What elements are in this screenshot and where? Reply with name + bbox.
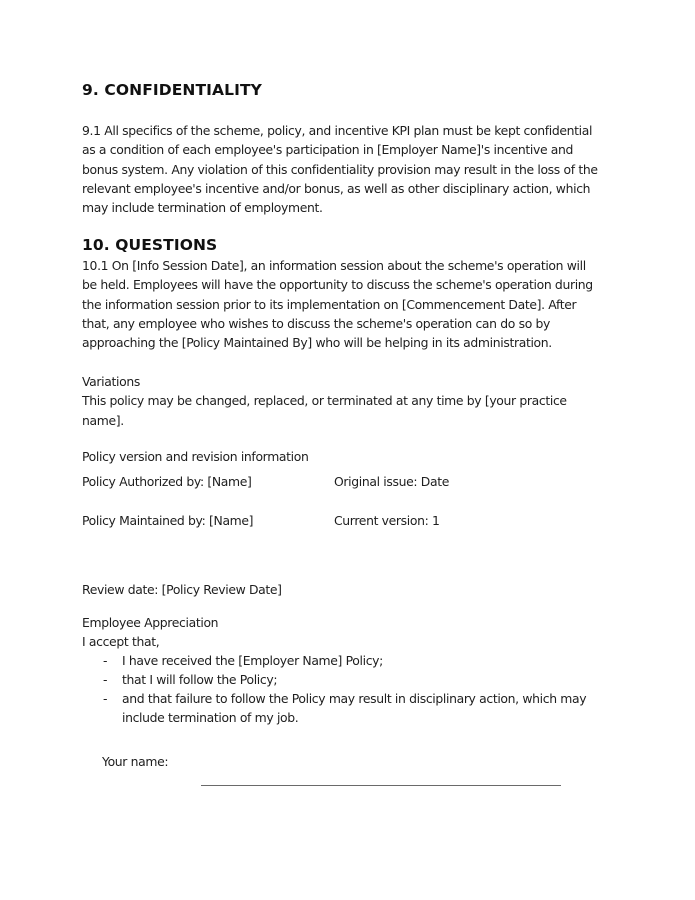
paragraph-line: approaching the [Policy Maintained By] who will be helping in its administration. — [82, 335, 552, 351]
bullet-text: I have received the [Employer Name] Policy; — [122, 653, 383, 668]
bullet-text: that I will follow the Policy; — [122, 672, 278, 687]
paragraph-line: This policy may be changed, replaced, or terminated at any time by [your practice — [82, 393, 567, 409]
original-issue: Original issue: Date — [334, 474, 449, 489]
section-9-heading: 9. CONFIDENTIALITY — [82, 81, 262, 99]
policy-authorized-by: Policy Authorized by: [Name] — [82, 474, 252, 489]
paragraph-line: as a condition of each employee's participation in [Employer Name]'s incentive and — [82, 142, 574, 158]
appreciation-intro: I accept that, — [82, 634, 160, 649]
bullet-dash: - — [103, 691, 108, 706]
paragraph-line: relevant employee's incentive and/or bonus, as well as other disciplinary action, which — [82, 180, 591, 196]
bullet-dash: - — [103, 672, 108, 687]
list-item-continuation — [0, 708, 695, 727]
paragraph-line: name]. — [82, 412, 124, 428]
list-item — [0, 689, 695, 708]
current-version: Current version: 1 — [334, 513, 440, 528]
appreciation-title: Employee Appreciation — [82, 615, 219, 630]
paragraph-line: that, any employee who wishes to discuss the scheme's operation can do so by — [82, 315, 551, 331]
paragraph-line: 9.1 All specifics of the scheme, policy, and incentive KPI plan must be kept confidential — [82, 123, 593, 138]
paragraph-line: bonus system. Any violation of this confidentiality provision may result in the loss of the — [82, 161, 598, 177]
paragraph-line: 10.1 On [Info Session Date], an information session about the scheme's operation will — [82, 258, 586, 273]
policy-maintained-by: Policy Maintained by: [Name] — [82, 513, 254, 528]
variations-title: Variations — [82, 374, 140, 389]
paragraph-line: be held. Employees will have the opportunity to discuss the scheme's operation during — [82, 277, 593, 293]
variations-block — [82, 372, 622, 430]
bullet-dash: - — [103, 653, 108, 668]
section-10-heading: 10. QUESTIONS — [82, 236, 218, 254]
paragraph-line: may include termination of employment. — [82, 200, 323, 216]
review-date: Review date: [Policy Review Date] — [82, 582, 282, 597]
list-item — [0, 651, 695, 670]
bullet-text: and that failure to follow the Policy may result in disciplinary action, which may — [122, 691, 587, 706]
signature-line[interactable] — [201, 785, 561, 786]
revision-title: Policy version and revision information — [82, 449, 309, 464]
paragraph-line: the information session prior to its implementation on [Commencement Date]. After — [82, 296, 577, 312]
signature-label: Your name: — [102, 754, 169, 769]
list-item — [0, 670, 695, 689]
section-9-paragraph — [82, 121, 622, 217]
bullet-text: include termination of my job. — [122, 710, 299, 725]
section-10-paragraph — [82, 256, 622, 352]
